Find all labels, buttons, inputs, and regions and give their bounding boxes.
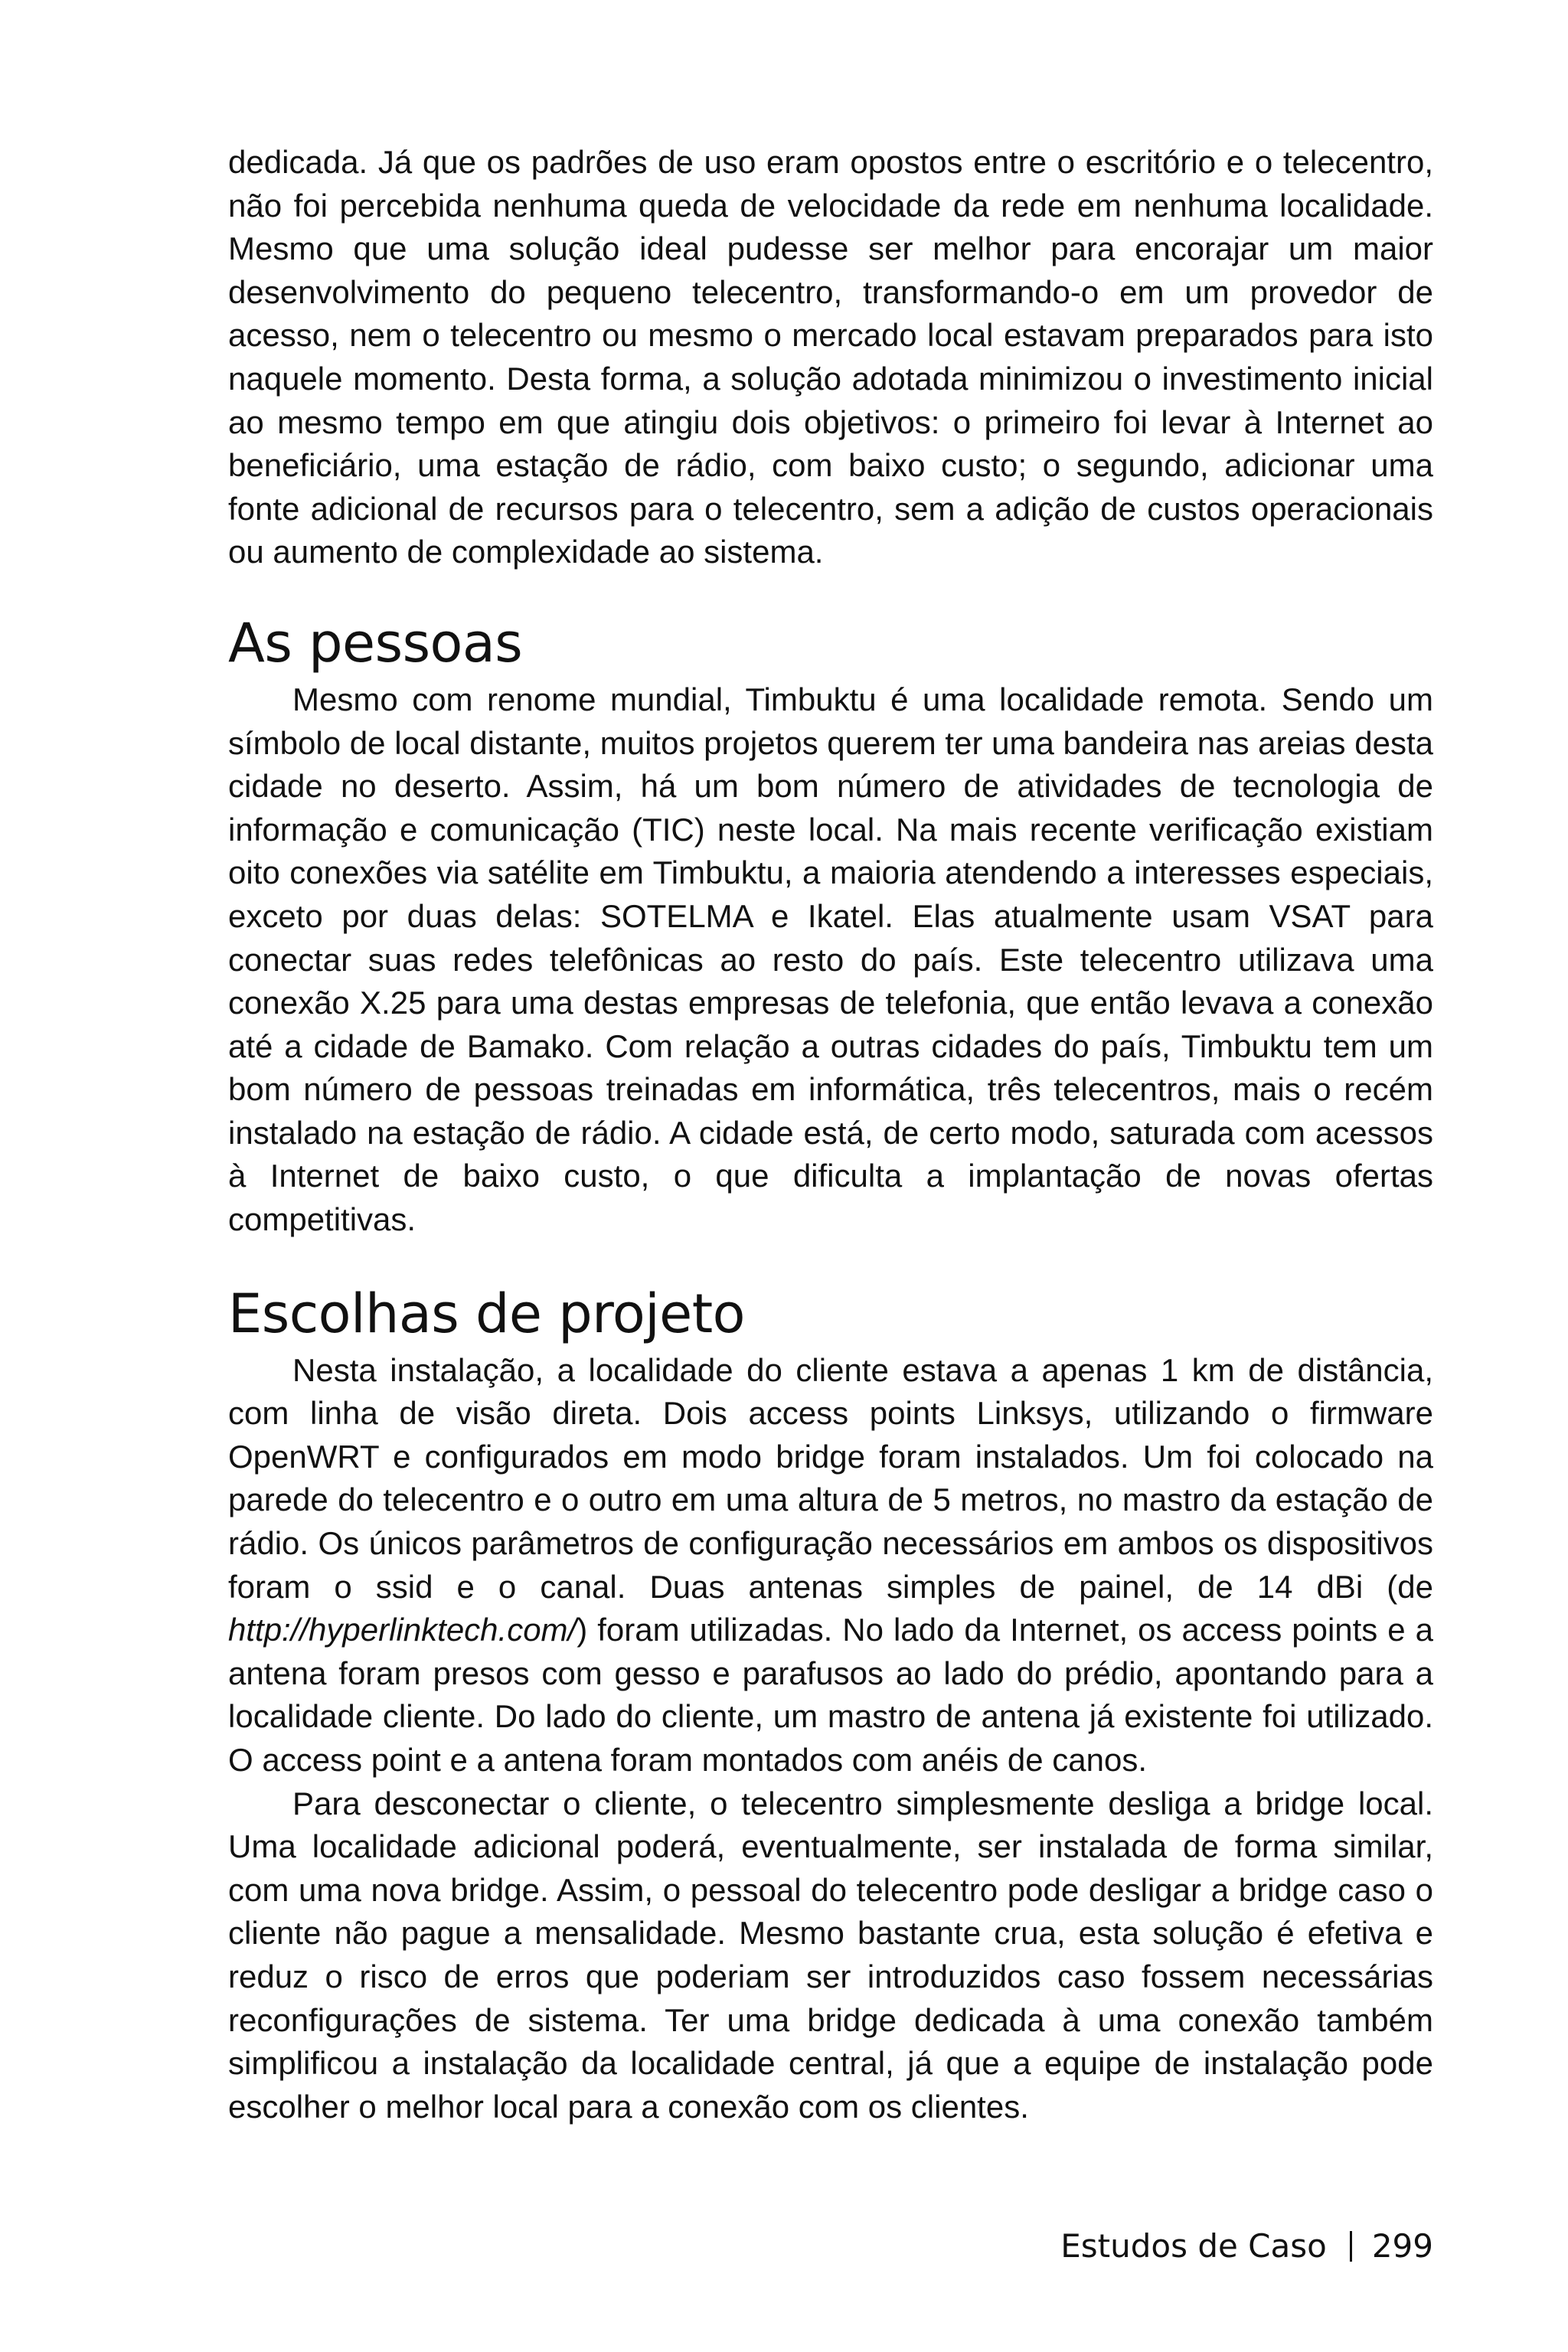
escolhas-paragraph-1 [228,1349,1433,1782]
page-footer [1060,2226,1433,2266]
footer-divider [1350,2231,1352,2262]
section-heading-escolhas: Escolhas de projeto [228,1282,745,1345]
page-number: 299 [1371,2227,1433,2265]
escolhas-p1-text-before: Nesta instalação, a localidade do cliente estava a apenas 1 km de distância, com linha de visão direta. Dois access points Linksys, utilizando o firmware OpenWRT e configurados em modo bridge foram instalados. Um foi colocado na parede do telecentro e o outro em uma altura de 5 metros, no mastro da estação de rádio. Os únicos parâmetros de configuração necessários em ambos os dispositivos foram o ssid e o canal. Duas antenas simples de painel, de 14 dBi (de [228,1351,1433,1605]
hyperlinktech-link[interactable]: http://hyperlinktech.com/ [228,1612,577,1648]
escolhas-paragraph-2: Para desconectar o cliente, o telecentro simplesmente desliga a bridge local. Uma localidade adicional poderá, eventualmente, ser instalada de forma similar, com uma nova bridge. Assim, o pessoal do telecentro pode desligar a bridge caso o cliente não pague a mensalidade. Mesmo bastante crua, esta solução é efetiva e reduz o risco de erros que poderiam ser introduzidos caso fossem necessárias reconfigurações de sistema. Ter uma bridge dedicada à uma conexão também simplificou a instalação da localidade central, já que a equipe de instalação pode escolher o melhor local para a conexão com os clientes. [228,1785,1433,2125]
pessoas-paragraph: Mesmo com renome mundial, Timbuktu é uma localidade remota. Sendo um símbolo de local distante, muitos projetos querem ter uma bandeira nas areias desta cidade no deserto. Assim, há um bom número de atividades de tecnologia de informação e comunicação (TIC) neste local. Na mais recente verificação existiam oito conexões via satélite em Timbuktu, a maioria atendendo a interesses especiais, exceto por duas delas: SOTELMA e Ikatel. Elas atualmente usam VSAT para conectar suas redes telefônicas ao resto do país. Este telecentro utilizava uma conexão X.25 para uma destas empresas de telefonia, que então levava a conexão até a cidade de Bamako. Com relação a outras cidades do país, Timbuktu tem um bom número de pessoas treinadas em informática, três telecentros, mais o recém instalado na estação de rádio. A cidade está, de certo modo, saturada com acessos à Internet de baixo custo, o que dificulta a implantação de novas ofertas competitivas. [228,681,1433,1238]
section-heading-pessoas: As pessoas [228,611,523,675]
escolhas-p1-text-after: ) foram utilizadas. No lado da Internet, os access points e a antena foram presos com gesso e parafusos ao lado do prédio, apontando para a localidade cliente. Do lado do cliente, um mastro de antena já existente foi utilizado. O access point e a antena foram montados com anéis de canos. [228,1612,1433,1778]
footer-section-title: Estudos de Caso [1060,2227,1327,2265]
intro-paragraph: dedicada. Já que os padrões de uso eram opostos entre o escritório e o telecentro, não foi percebida nenhuma queda de velocidade da rede em nenhuma localidade. Mesmo que uma solução ideal pudesse ser melhor para encorajar um maior desenvolvimento do pequeno telecentro, transformando-o em um provedor de acesso, nem o telecentro ou mesmo o mercado local estavam preparados para isto naquele momento. Desta forma, a solução adotada minimizou o investimento inicial ao mesmo tempo em que atingiu dois objetivos: o primeiro foi levar à Internet ao beneficiário, uma estação de rádio, com baixo custo; o segundo, adicionar uma fonte adicional de recursos para o telecentro, sem a adição de custos operacionais ou aumento de complexidade ao sistema. [228,144,1433,570]
page-body [228,141,1433,2128]
